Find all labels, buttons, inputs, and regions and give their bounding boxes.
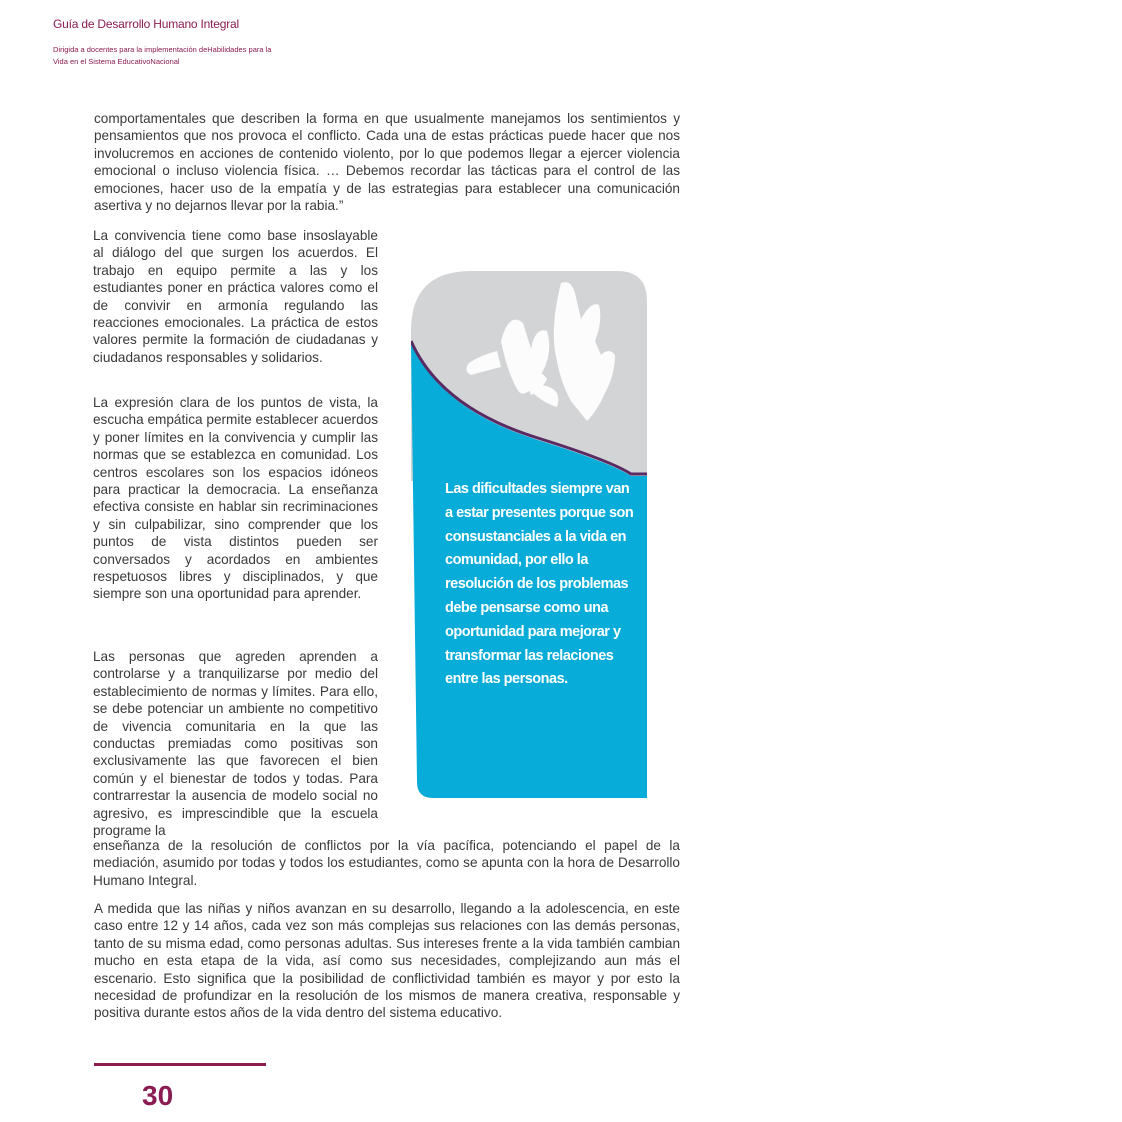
final-paragraph: A medida que las niñas y niños avanzan en su desarrollo, llegando a la adolescencia, en este caso entre 12 y 14 años, cada vez son más complejas sus relaciones con las demás personas, tanto de su misma edad, como personas adultas. Sus intereses frente a la vida también cambian mucho en esta etapa de la vida, así como sus necesidades, complejizando aun más el escenario. Esto significa que la posibilidad de conflictividad también es mayor y por esto la necesidad de profundizar en la resolución de los mismos de manera creativa, responsable y positiva durante estos años de la vida dentro del sistema educativo. xyxy=(94,901,680,1021)
column-paragraph-1: La convivencia tiene como base insoslayable al diálogo del que surgen los acuerdos. El trabajo en equipo permite a las y los estudiantes poner en práctica valores como el de convivir en armonía regulando las reacciones emocionales. La práctica de estos valores permite la formación de ciudadanas y ciudadanos responsables y solidarios. xyxy=(93,228,378,365)
column-paragraph-3: Las personas que agreden aprenden a controlarse y a tranquilizarse por medio del establecimiento de normas y límites. Para ello, se debe potenciar un ambiente no competitivo de vivencia comunitaria en la que las conductas premiadas como positivas son exclusivamente las que favorecen el bien común y el bienestar de todos y todas. Para contrarrestar la ausencia de modelo social no agresivo, es imprescindible que la escuela programe la xyxy=(93,649,378,839)
column-paragraph-2: La expresión clara de los puntos de vista, la escucha empática permite establecer acuerdos y poner límites en la convivencia y cumplir las normas que se establezca en comunidad. Los centros escolares son los espacios idóneos para practicar la democracia. La enseñanza efectiva consiste en hablar sin recriminaciones y sin culpabilizar, sino comprender que los puntos de vista distintos pueden ser conversados y acordados en ambientes respetuosos libres y disciplinados, y que siempre son una oportunidad para aprender. xyxy=(93,395,378,602)
page-number: 30 xyxy=(142,1080,174,1111)
header-subtitle-line-2: Vida en el Sistema EducativoNacional xyxy=(53,57,180,66)
header-subtitle xyxy=(53,44,313,68)
intro-paragraph: comportamentales que describen la forma en que usualmente manejamos los sentimientos y pensamientos que nos provoca el conflicto. Cada una de estas prácticas puede hacer que nos involucremos en acciones de contenido violento, por lo que podemos llegar a ejercer violencia emocional o incluso violencia física. … Debemos recordar las tácticas para el control de las emociones, hacer uso de la empatía y de las estrategias para establecer una comunicación asertiva y no dejarnos llevar por la rabia.” xyxy=(94,111,680,214)
continuation-paragraph: enseñanza de la resolución de conflictos por la vía pacífica, potenciando el papel de la mediación, asumido por todas y todos los estudiantes, como se apunta con la hora de Desarrollo Humano Integral. xyxy=(93,838,680,888)
callout-quote: Las dificultades siempre van a estar presentes porque son consustanciales a la vida en comunidad, por ello la resolución de los problemas debe pensarse como una oportunidad para mejorar y transformar las relaciones entre las personas. xyxy=(445,481,634,688)
footer-rule xyxy=(94,1063,266,1066)
header-title: Guía de Desarrollo Humano Integral xyxy=(53,17,239,31)
header-subtitle-line-1: Dirigida a docentes para la implementación deHabilidades para la xyxy=(53,45,272,54)
